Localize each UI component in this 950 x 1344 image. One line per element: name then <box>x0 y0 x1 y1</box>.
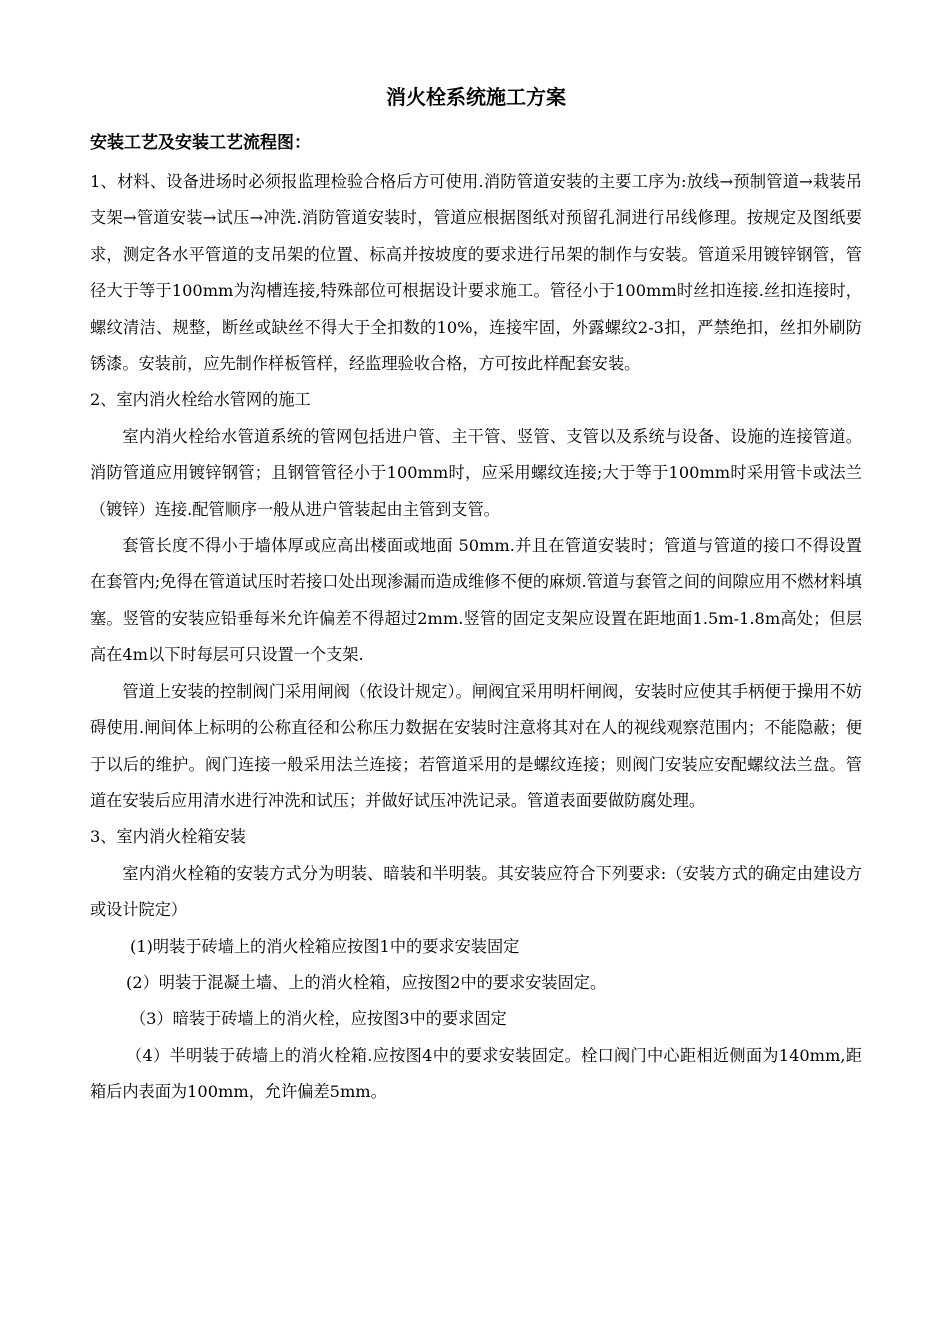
section3-item-3: （3）暗装于砖墙上的消火栓，应按图3中的要求固定 <box>130 1009 507 1029</box>
section3-intro: 室内消火栓箱的安装方式分为明装、暗装和半明装。其安装应符合下列要求:（安装方式的确定由建设方或设计院定） <box>90 863 862 920</box>
document-subtitle: 安装工艺及安装工艺流程图： <box>90 133 311 153</box>
document-title: 消火栓系统施工方案 <box>386 85 566 109</box>
document-page <box>90 82 862 1111</box>
section2-heading: 2、室内消火栓给水管网的施工 <box>90 390 311 410</box>
section2-paragraph-1: 室内消火栓给水管道系统的管网包括进户管、主干管、竖管、支管以及系统与设备、设施的连接管道。消防管道应用镀锌钢管；且钢管管径小于100mm时，应采用螺纹连接;大于等于100mm时采用管卡或法兰（镀锌）连接.配管顺序一般从进户管装起由主管到支管。 <box>90 426 862 519</box>
section3-item-2: (2）明装于混凝土墙、上的消火栓箱，应按图2中的要求安装固定。 <box>126 972 607 992</box>
section3-heading: 3、室内消火栓箱安装 <box>90 827 246 847</box>
section3-item-4: （4）半明装于砖墙上的消火栓箱.应按图4中的要求安装固定。栓口阀门中心距相近侧面为140mm,距箱后内表面为100mm，允许偏差5mm。 <box>90 1045 862 1102</box>
section3-item-1: (1)明装于砖墙上的消火栓箱应按图1中的要求安装固定 <box>130 936 520 956</box>
section1-paragraph: 1、材料、设备进场时必须报监理检验合格后方可使用.消防管道安装的主要工序为:放线→预制管道→栽装吊支架→管道安装→试压→冲洗.消防管道安装时，管道应根据图纸对预留孔洞进行吊线修理。按规定及图纸要求，测定各水平管道的支吊架的位置、标高并按坡度的要求进行吊架的制作与安装。管道采用镀锌钢管，管径大于等于100mm为沟槽连接,特殊部位可根据设计要求施工。管径小于100mm时丝扣连接.丝扣连接时，螺纹清洁、规整，断丝或缺丝不得大于全扣数的10%，连接牢固，外露螺纹2-3扣，严禁绝扣，丝扣外刷防锈漆。安装前，应先制作样板管样，经监理验收合格，方可按此样配套安装。 <box>90 172 862 374</box>
section2-paragraph-3: 管道上安装的控制阀门采用闸阀（依设计规定）。闸阀宜采用明杆闸阀，安装时应使其手柄便于操用不妨碍使用.闸间体上标明的公称直径和公称压力数据在安装时注意将其对在人的视线观察范围内；不能隐蔽；便于以后的维护。阀门连接一般采用法兰连接；若管道采用的是螺纹连接；则阀门安装应安配螺纹法兰盘。管道在安装后应用清水进行冲洗和试压；并做好试压冲洗记录。管道表面要做防腐处理。 <box>90 681 862 810</box>
section2-paragraph-2: 套管长度不得小于墙体厚或应高出楼面或地面 50mm.并且在管道安装时；管道与管道的接口不得设置在套管内;免得在管道试压时若接口处出现渗漏而造成维修不便的麻烦.管道与套管之间的间隙应用不燃材料填塞。竖管的安装应铅垂每米允许偏差不得超过2mm.竖管的固定支架应设置在距地面1.5m-1.8m高处；但层高在4m以下时每层可只设置一个支架. <box>90 536 862 665</box>
